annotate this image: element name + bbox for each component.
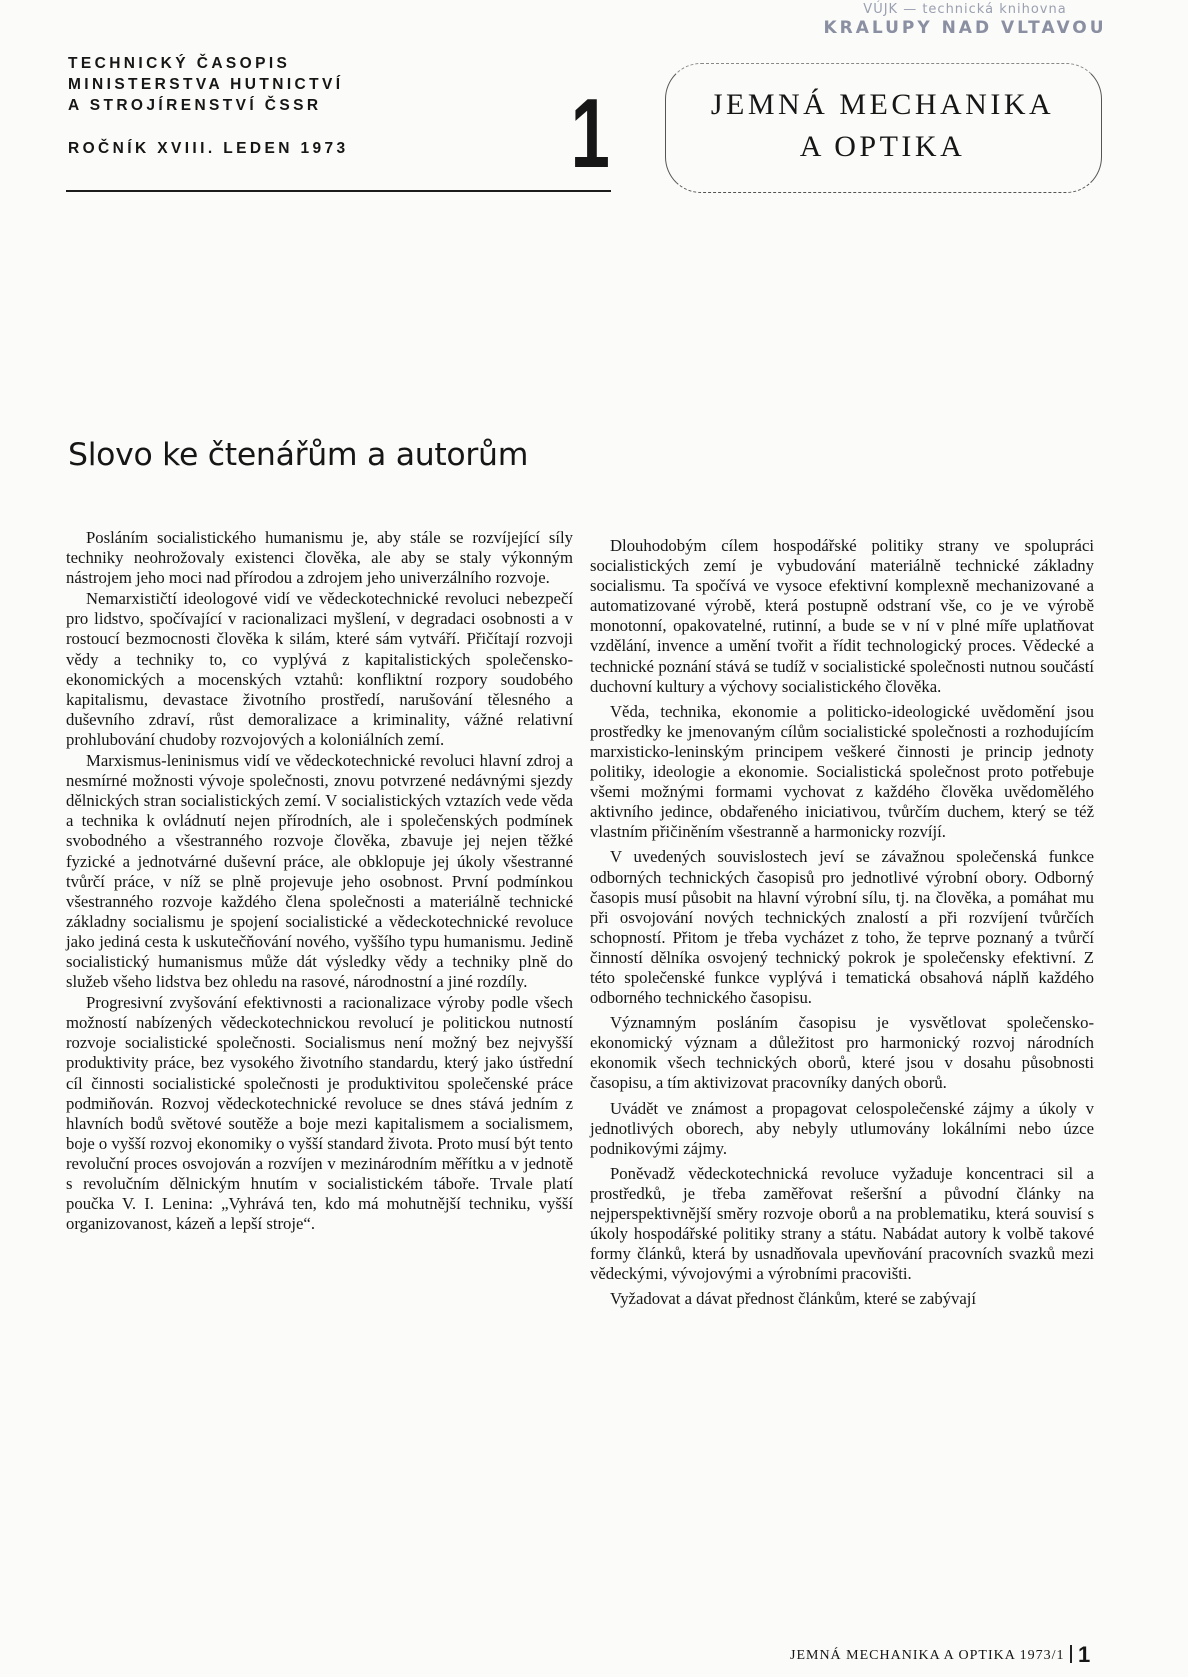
footer-separator <box>1070 1645 1072 1663</box>
right-column <box>590 536 1094 1314</box>
library-stamp <box>800 2 1130 38</box>
masthead-line-2: MINISTERSTVA HUTNICTVÍ <box>68 76 344 93</box>
issue-line: ROČNÍK XVIII. LEDEN 1973 <box>68 140 349 157</box>
masthead-line-3: A STROJÍRENSTVÍ ČSSR <box>68 97 322 114</box>
right-paragraph-6: Poněvadž vědeckotechnická revoluce vyžaduje koncentraci sil a prostředků, je třeba zaměřovat rešeršní a původní články na nejperspektivnější směry rozvoje oborů a na problematiku, která souvisí s úkoly hospodářské politiky strany a státu. Nabádat autory k volbě takové formy článků, která by usnadňovala upevňování pracovních svazků mezi vědeckými, vývojovými a výrobními pracovišti. <box>590 1163 1094 1284</box>
right-paragraph-5: Uvádět ve známost a propagovat celospolečenské zájmy a úkoly v jednotlivých oborech, aby nebyly utlumovány lokálními nebo úzce podnikovými zájmy. <box>590 1098 1094 1158</box>
stamp-line-1: VÚJK — technická knihovna <box>863 2 1067 17</box>
right-paragraph-4: Významným posláním časopisu je vysvětlovat společensko-ekonomický význam a důležitost pro harmonický rozvoj národních ekonomik všech technických oborů, které jsou v dosahu působnosti časopisu, a tím aktivizovat pracovníky daných oborů. <box>590 1013 1094 1093</box>
right-paragraph-1: Dlouhodobým cílem hospodářské politiky strany ve spolupráci socialistických zemí je vybudování materiálně technické základny socialismu. Ta spočívá ve vysoce efektivní komplexně mechanizované a automatizované výrobě, která postupně odstraní vše, co je ve výrobě monotonní, opakovatelné, rutinní, a bude se v ní v plné míře uplatňovat vzdělání, invence a umění tvořit a řídit technologický proces. Vědecké a technické poznání stává se tudíž v socialistické společnosti nutnou součástí duchovní kultury a výchovy socialistického člověka. <box>590 536 1094 696</box>
right-paragraph-3: V uvedených souvislostech jeví se závažnou společenská funkce odborných technických časopisů pro jednotlivé výrobní obory. Odborný časopis musí působit na hlavní výrobní sílu, tj. na člověka, a pomáhat mu při osvojování nových technických znalostí a při rozvíjení tvůrčích schopností. Přitom je třeba vycházet z toho, že teprve poznaný a tvůrčí činností dělníka osvojený technický pokrok je společensky efektivní. Z této společenské funkce vyplývá i tematická obsahová náplň každého odborného technického časopisu. <box>590 847 1094 1008</box>
right-paragraph-7: Vyžadovat a dávat přednost článkům, které se zabývají <box>610 1289 977 1309</box>
masthead <box>68 53 349 159</box>
page-number: 1 <box>1077 1642 1092 1667</box>
stamp-line-2: KRALUPY NAD VLTAVOU <box>823 18 1107 38</box>
journal-title <box>665 84 1100 168</box>
issue-number: 1 <box>570 78 610 188</box>
left-paragraph-4: Progresivní zvyšování efektivnosti a racionalizace výroby podle všech možností nabízených vědeckotechnickou revolucí je politickou nutností rozvoje socialistické společnosti. Socialismus není možný bez nejvyšší produktivity práce, bez vysokého životního standardu, který jako ústřední cíl činnosti socialistické společnosti je produktivitou společenské práce podmiňován. Rozvoj vědeckotechnické revoluce se dnes stává jedním z hlavních bodů světové soutěže a boje mezi kapitalismem a socialismem, boje o vyšší rozvoj ekonomiky o vyšší standard života. Proto musí být tento revoluční proces osvojován a rozvíjen v mezinárodním měřítku a v jednotě s revolučním dělnickým hnutím v socialistickém táboře. Trvale platí poučka V. I. Lenina: „Vyhrává ten, kdo má mohutnější techniku, vyšší organizovanost, kázeň a lepší stroje“. <box>66 993 573 1234</box>
left-paragraph-2: Nemarxističtí ideologové vidí ve vědeckotechnické revoluci nebezpečí pro lidstvo, spočívající v racionalizaci myšlení, v degradaci osobnosti a v rostoucí bezmocnosti člověka k silám, které sám vytváří. Přičítají rozvoji vědy a techniky to, co vyplývá z kapitalistických společensko-ekonomických a mocenských vztahů: konfliktní rozpory soudobého kapitalismu, devastace životního prostředí, narušování tělesného a duševního zdraví, růst demoralizace a kriminality, vážné relativní prohlubování chudoby rozvojových a koloniálních zemí. <box>66 589 573 749</box>
masthead-line-1: TECHNICKÝ ČASOPIS <box>68 55 291 72</box>
journal-title-line-2: A OPTIKA <box>799 130 966 163</box>
journal-title-line-1: JEMNÁ MECHANIKA <box>710 88 1055 121</box>
article-title: Slovo ke čtenářům a autorům <box>68 437 529 473</box>
footer-journal: JEMNÁ MECHANIKA A OPTIKA 1973/1 <box>790 1648 1065 1663</box>
page-footer <box>790 1642 1091 1668</box>
header-rule <box>66 190 611 192</box>
left-paragraph-1: Posláním socialistického humanismu je, aby stále se rozvíjející síly techniky neohrožovaly existenci člověka, ale aby se staly výkonným nástrojem jeho moci nad přírodou a zdrojem jeho univerzálního rozvoje. <box>66 528 573 588</box>
right-paragraph-2: Věda, technika, ekonomie a politicko-ideologické uvědomění jsou prostředky ke jmenovaným cílům socialistické společnosti a rozhodujícím marxisticko-leninským principem veškeré činnosti je princip jednoty politiky, ideologie a ekonomie. Socialistická společnost proto potřebuje všemi možnými formami vychovat z každého člověka uvědomělého aktivního jedince, obdařeného iniciativou, tvůrčím duchem, který se též vlastním přičiněním všestranně a harmonicky rozvíjí. <box>590 701 1094 842</box>
left-column <box>66 528 573 1235</box>
left-paragraph-3: Marxismus-leninismus vidí ve vědeckotechnické revoluci hlavní zdroj a nesmírné možnosti vývoje společnosti, znovu potvrzené nedávnými sjezdy dělnických stran socialistických zemí. V socialistických vztazích vede věda a technika k ovládnutí nejen přírodních, ale i společenských podmínek svobodného a všestranného rozvoje člověka, zbavuje jej nejen těžké fyzické a jednotvárné duševní práce, ale obklopuje jej úkoly všestranné tvůrčí práce, v níž se plně projevuje jeho osobnost. První podmínkou všestranného rozvoje každého člena společnosti a materiálně technické základny socialismu je spojení socialistické a vědeckotechnické revoluce jako jediná cesta k uskutečňování nového, vyššího typu humanismu. Jedině socialistický humanismus může dát výsledky vědy a techniky plně do služeb všeho lidstva bez ohledu na rasové, národnostní a jiné rozdíly. <box>66 751 573 992</box>
